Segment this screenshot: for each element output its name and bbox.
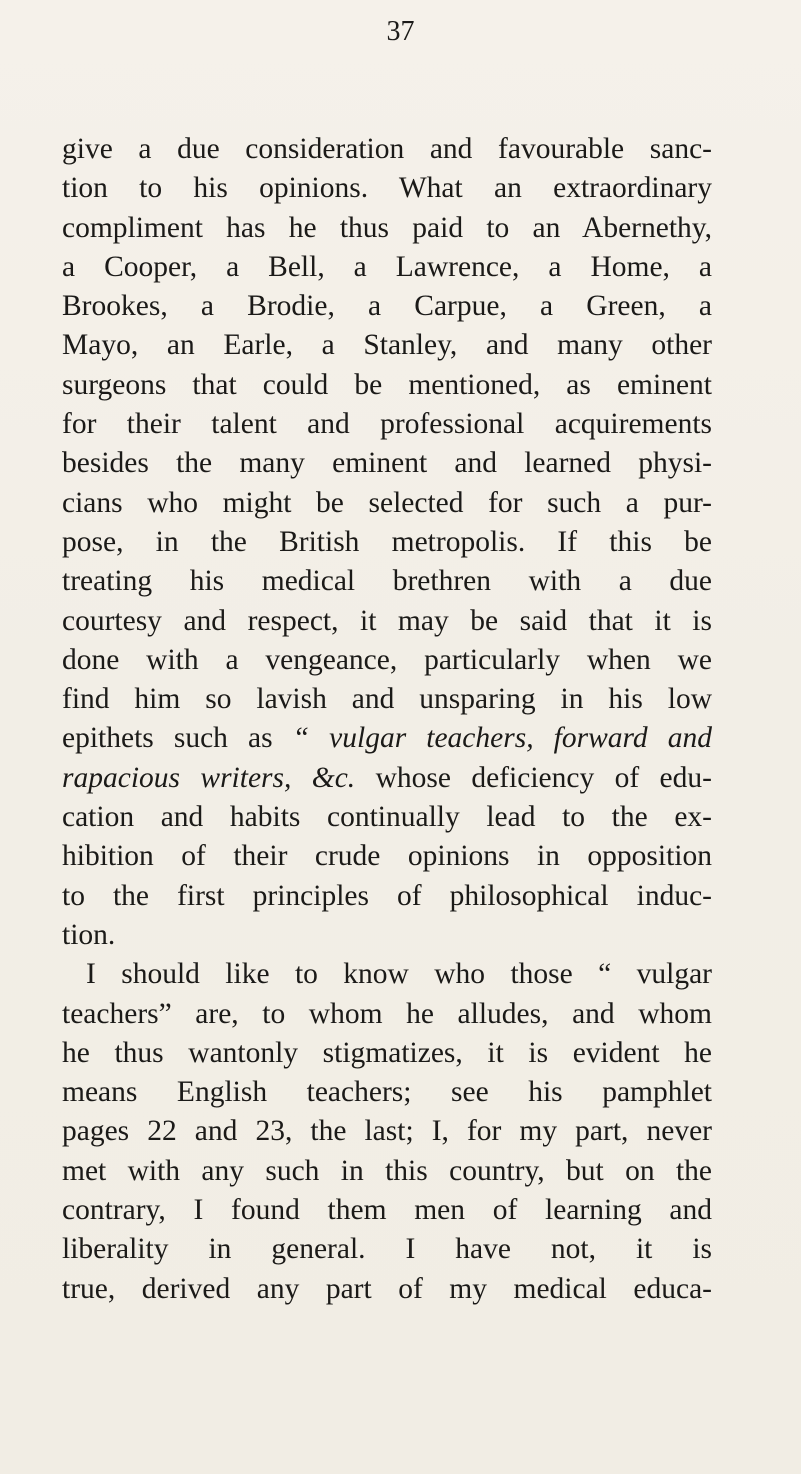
text-line: liberality in general. I have not, it is [62,1233,712,1266]
text-line: cation and habits continually lead to the ex- [62,801,712,834]
text-line: a Cooper, a Bell, a Lawrence, a Home, a [62,250,712,283]
quoted-epithet: “ vulgar teachers, forward and [292,722,712,755]
text-line: means English teachers; see his pamphlet [62,1076,712,1109]
text-line: he thus wantonly stigmatizes, it is evident he [62,1036,712,1069]
text-line: compliment has he thus paid to an Abernethy, [62,211,712,244]
paragraph-start-line: I should like to know who those “ vulgar [86,958,712,991]
text-line: true, derived any part of my medical educa- [62,1272,712,1305]
text-line: hibition of their crude opinions in opposition [62,840,712,873]
text-line: find him so lavish and unsparing in his low [62,683,712,716]
text-line: surgeons that could be mentioned, as eminent [62,368,712,401]
text-line: pose, in the British metropolis. If this be [62,525,712,558]
text-line [62,759,712,798]
text-line: cians who might be selected for such a pur- [62,486,712,519]
text-run: epithets such as [62,722,293,755]
quoted-epithet: rapacious writers, &c. [62,761,356,794]
text-line: besides the many eminent and learned physi- [62,447,712,480]
text-line: teachers” are, to whom he alludes, and whom [62,997,712,1030]
text-line: pages 22 and 23, the last; I, for my part, never [62,1115,712,1148]
text-line: treating his medical brethren with a due [62,565,712,598]
text-line: tion to his opinions. What an extraordinary [62,172,712,205]
text-line: Mayo, an Earle, a Stanley, and many other [62,329,712,362]
text-line: met with any such in this country, but on the [62,1154,712,1187]
text-line: Brookes, a Brodie, a Carpue, a Green, a [62,290,712,323]
text-line: for their talent and professional acquirements [62,408,712,441]
page-number: 37 [386,16,415,47]
text-line: give a due consideration and favourable sanc- [62,133,712,165]
text-line: courtesy and respect, it may be said that it is [62,604,712,637]
text-run: whose deficiency of edu- [355,761,712,794]
body-text [62,130,712,1309]
paragraph-end-line: tion. [62,918,116,951]
text-line: done with a vengeance, particularly when we [62,643,712,676]
text-line: contrary, I found them men of learning and [62,1194,712,1227]
text-line: to the first principles of philosophical induc- [62,879,712,912]
text-line [62,719,712,758]
